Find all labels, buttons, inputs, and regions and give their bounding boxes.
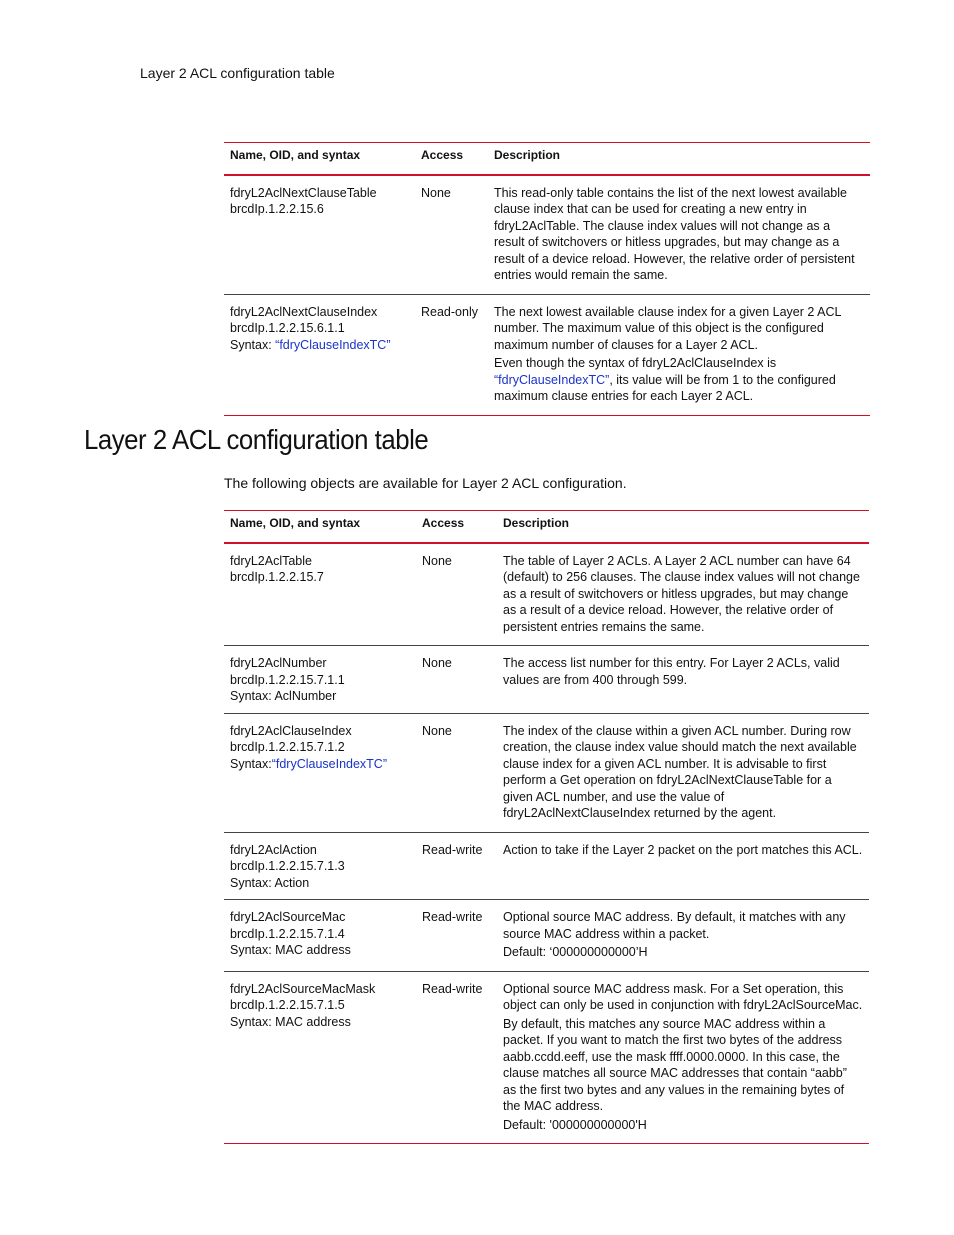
description-cell bbox=[497, 900, 869, 972]
column-header-access: Access bbox=[415, 143, 488, 175]
access-cell: Read-write bbox=[416, 971, 497, 1144]
object-name: fdryL2AclAction bbox=[230, 842, 317, 857]
description-cell bbox=[497, 971, 869, 1144]
section-title: Layer 2 ACL configuration table bbox=[84, 424, 429, 455]
object-name: fdryL2AclSourceMacMask bbox=[230, 981, 376, 996]
table-row bbox=[224, 294, 870, 415]
object-oid: brcdIp.1.2.2.15.7.1.3 bbox=[230, 859, 345, 873]
name-cell bbox=[224, 832, 416, 900]
access-cell: Read-write bbox=[416, 832, 497, 900]
object-syntax bbox=[230, 337, 409, 354]
access-cell: None bbox=[416, 543, 497, 646]
description-cell bbox=[488, 175, 870, 295]
mib-table-acl-config bbox=[224, 510, 869, 1144]
description-2-prefix: Even though the syntax of fdryL2AclClauseIndex is bbox=[494, 356, 777, 370]
object-oid: brcdIp.1.2.2.15.7.1.1 bbox=[230, 672, 345, 687]
description-cell bbox=[497, 646, 869, 714]
object-name: fdryL2AclClauseIndex bbox=[230, 723, 352, 738]
syntax-prefix: Syntax: bbox=[230, 337, 276, 352]
access-cell: None bbox=[416, 713, 497, 832]
access-cell: None bbox=[415, 175, 488, 295]
object-name: fdryL2AclTable bbox=[230, 553, 312, 568]
table-header-row bbox=[224, 511, 869, 543]
description-text: The access list number for this entry. For Layer 2 ACLs, valid values are from 400 through 599. bbox=[503, 656, 840, 687]
table-row bbox=[224, 543, 869, 646]
description-text: Optional source MAC address mask. For a Set operation, this object can only be used in conjunction with fdryL2AclSourceMac. bbox=[503, 981, 863, 1012]
description-cell bbox=[497, 543, 869, 646]
object-oid: brcdIp.1.2.2.15.7.1.2 bbox=[230, 740, 345, 754]
description-text: The index of the clause within a given ACL number. During row creation, the clause index value should match the next available clause index for a given ACL number. It is advisable to first perform a Get operation on fdryL2AclNextClauseTable for a given ACL number, and use the value of fdryL2AclNextClauseIndex returned by the agent. bbox=[503, 723, 857, 820]
syntax-link[interactable]: “fdryClauseIndexTC” bbox=[275, 337, 391, 352]
object-syntax: Syntax: MAC address bbox=[230, 943, 351, 957]
description-2-suffix: , its value will be from 1 to the configured maximum clause entries for each Layer 2 ACL. bbox=[494, 372, 836, 403]
object-oid: brcdIp.1.2.2.15.6 bbox=[230, 202, 324, 216]
description-cell bbox=[497, 832, 869, 900]
object-oid: brcdIp.1.2.2.15.6.1.1 bbox=[230, 321, 345, 335]
column-header-description: Description bbox=[488, 143, 870, 175]
description-cell bbox=[497, 713, 869, 832]
object-oid: brcdIp.1.2.2.15.7.1.5 bbox=[230, 998, 345, 1012]
object-name: fdryL2AclNumber bbox=[230, 656, 327, 670]
description-text: Optional source MAC address. By default, it matches with any source MAC address within a packet. bbox=[503, 910, 846, 941]
object-name: fdryL2AclSourceMac bbox=[230, 910, 346, 924]
description-text-2: By default, this matches any source MAC address within a packet. If you want to match the first two bytes of the address aabb.ccdd.eeff, use the mask ffff.0000.0000. In this case, the clause matches all source MAC addresses that contain “aabb” as the first two bytes and any values in the remaining bytes of the MAC address. bbox=[503, 1016, 847, 1113]
table-row bbox=[224, 971, 869, 1144]
description-cell bbox=[488, 294, 870, 415]
description-text: The next lowest available clause index for a given Layer 2 ACL number. The maximum value of this object is the configured maximum number of clauses for a Layer 2 ACL. bbox=[494, 304, 841, 352]
name-cell bbox=[224, 175, 415, 295]
column-header-name: Name, OID, and syntax bbox=[224, 511, 416, 543]
column-header-description: Description bbox=[497, 511, 869, 543]
table-row bbox=[224, 832, 869, 900]
mib-table-next-clause bbox=[224, 142, 870, 416]
default-value: Default: ‘000000000000’H bbox=[503, 945, 648, 959]
name-cell bbox=[224, 971, 416, 1144]
object-oid: brcdIp.1.2.2.15.7.1.4 bbox=[230, 926, 345, 941]
syntax-link[interactable]: “fdryClauseIndexTC” bbox=[271, 756, 388, 771]
default-value: Default: '000000000000'H bbox=[503, 1117, 647, 1132]
object-name: fdryL2AclNextClauseIndex bbox=[230, 304, 378, 319]
table-row bbox=[224, 713, 869, 832]
description-text: The table of Layer 2 ACLs. A Layer 2 ACL number can have 64 (default) to 256 clauses. The clause index values will not change as a result of switchovers or hitless upgrades, but may change as a result of a device reload. However, the relative order of persistent entries remains the same. bbox=[503, 553, 860, 634]
object-syntax bbox=[230, 756, 410, 773]
description-text-2 bbox=[494, 355, 864, 405]
table-row bbox=[224, 175, 870, 295]
table-header-row bbox=[224, 143, 870, 175]
table-row bbox=[224, 900, 869, 972]
name-cell bbox=[224, 294, 415, 415]
object-name: fdryL2AclNextClauseTable bbox=[230, 185, 377, 200]
access-cell: Read-write bbox=[416, 900, 497, 972]
running-header: Layer 2 ACL configuration table bbox=[140, 65, 335, 81]
description-text: Action to take if the Layer 2 packet on the port matches this ACL. bbox=[503, 842, 863, 857]
syntax-prefix: Syntax: bbox=[230, 756, 272, 771]
table-row bbox=[224, 646, 869, 714]
access-cell: Read-only bbox=[415, 294, 488, 415]
description-text: This read-only table contains the list of the next lowest available clause index that can be used for creating a new entry in fdryL2AclTable. The clause index values will not change as a result of switchovers or hitless upgrades, but may change as a result of a device reload. However, the relative order of persistent entries would remain the same. bbox=[494, 185, 855, 282]
name-cell bbox=[224, 543, 416, 646]
column-header-access: Access bbox=[416, 511, 497, 543]
name-cell bbox=[224, 646, 416, 714]
object-syntax: Syntax: AclNumber bbox=[230, 689, 337, 703]
name-cell bbox=[224, 900, 416, 972]
column-header-name: Name, OID, and syntax bbox=[224, 143, 415, 175]
object-oid: brcdIp.1.2.2.15.7 bbox=[230, 570, 324, 584]
object-syntax: Syntax: Action bbox=[230, 875, 310, 890]
name-cell bbox=[224, 713, 416, 832]
intro-text: The following objects are available for Layer 2 ACL configuration. bbox=[224, 475, 627, 491]
access-cell: None bbox=[416, 646, 497, 714]
syntax-link[interactable]: “fdryClauseIndexTC” bbox=[494, 372, 610, 387]
object-syntax: Syntax: MAC address bbox=[230, 1014, 351, 1029]
